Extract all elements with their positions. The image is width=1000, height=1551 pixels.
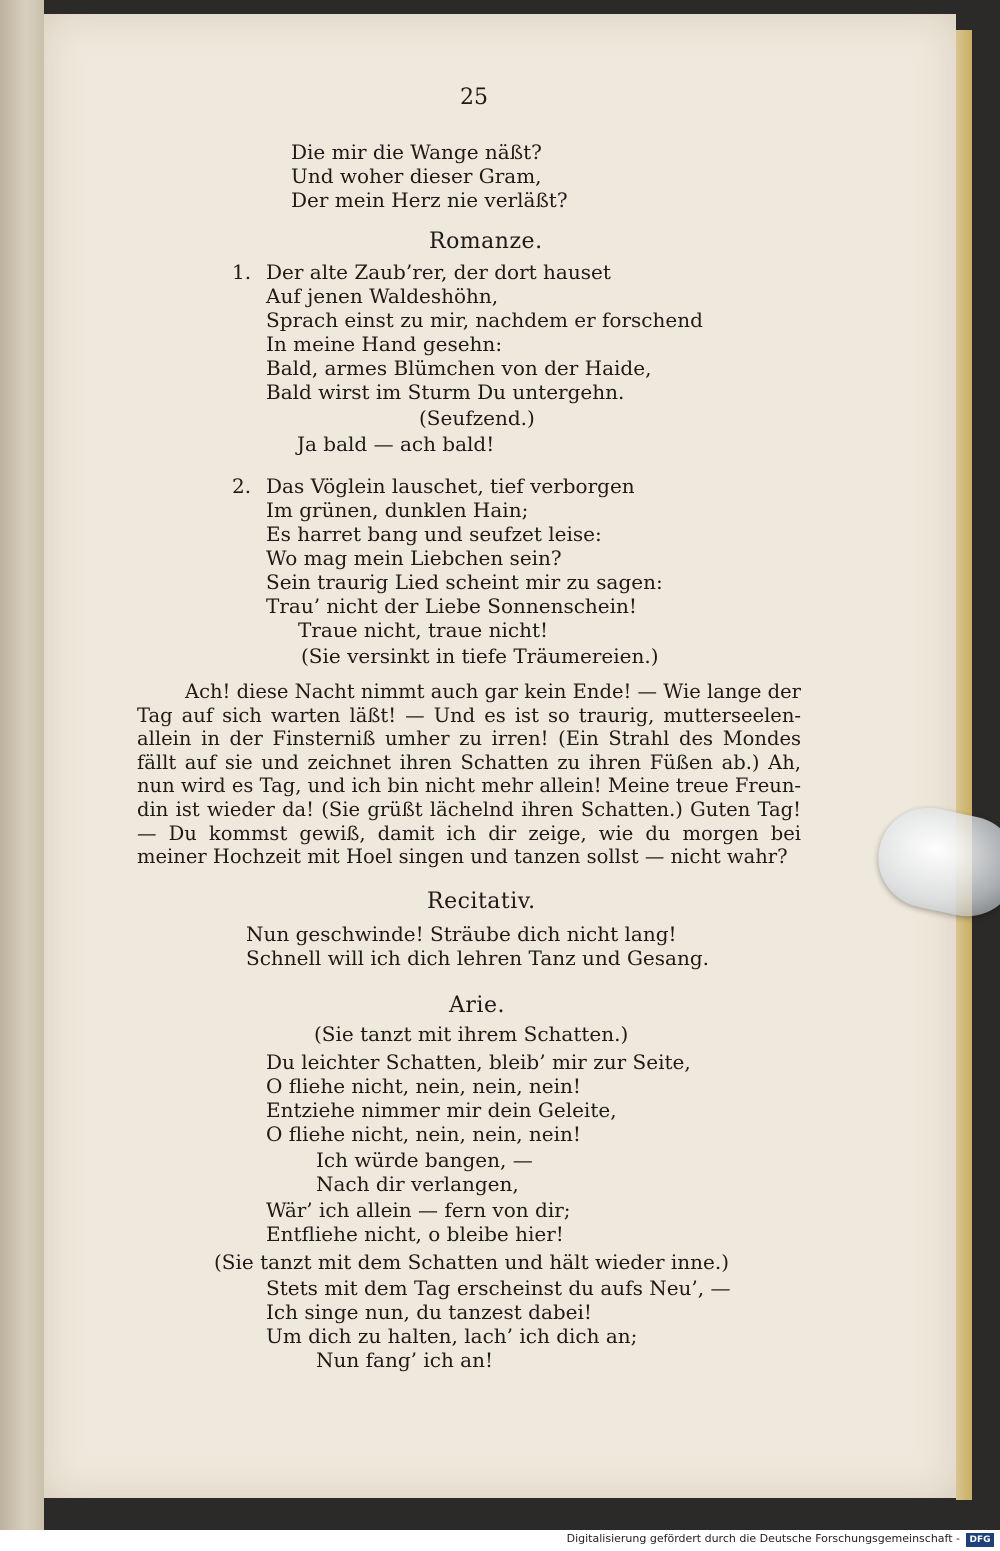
verse-2-line-4: Wo mag mein Liebchen sein? [266, 546, 562, 570]
left-page-edge [0, 0, 44, 1530]
arie-line-9: Stets mit dem Tag erscheinst du aufs Neu’, — [266, 1276, 731, 1300]
verse-1-direction: (Seufzend.) [419, 406, 535, 430]
arie-line-7: Wär’ ich allein — fern von dir; [266, 1198, 571, 1222]
arie-line-11: Um dich zu halten, lach’ ich dich an; [266, 1324, 638, 1348]
recitativ-line-1: Nun geschwinde! Sträube dich nicht lang! [246, 922, 677, 946]
arie-line-1: Du leichter Schatten, bleib’ mir zur Seite, [266, 1050, 691, 1074]
verse-1-line-2: Auf jenen Waldeshöhn, [266, 284, 499, 308]
romanze-heading: Romanze. [429, 229, 543, 254]
arie-line-2: O fliehe nicht, nein, nein, nein! [266, 1074, 581, 1098]
recitativ-line-2: Schnell will ich dich lehren Tanz und Gesang. [246, 946, 709, 970]
arie-direction-1: (Sie tanzt mit ihrem Schatten.) [314, 1022, 629, 1046]
arie-line-6: Nach dir verlangen, [316, 1172, 519, 1196]
verse-2-line-5: Sein traurig Lied scheint mir zu sagen: [266, 570, 663, 594]
verse-2-line-3: Es harret bang und seufzet leise: [266, 522, 602, 546]
arie-line-12: Nun fang’ ich an! [316, 1348, 494, 1372]
recitativ-heading: Recitativ. [427, 889, 536, 914]
opening-line-3: Der mein Herz nie verläßt? [291, 188, 568, 212]
verse-2-number: 2. [232, 474, 252, 498]
arie-direction-2: (Sie tanzt mit dem Schatten und hält wieder inne.) [214, 1250, 730, 1274]
verse-2-line-1: Das Vöglein lauschet, tief verborgen [266, 474, 635, 498]
verse-1-line-6: Bald wirst im Sturm Du untergehn. [266, 380, 625, 404]
opening-line-2: Und woher dieser Gram, [291, 164, 542, 188]
opening-line-1: Die mir die Wange näßt? [291, 140, 542, 164]
verse-1-refrain: Ja bald — ach bald! [297, 432, 495, 456]
verse-1-number: 1. [232, 260, 252, 284]
verse-2-direction: (Sie versinkt in tiefe Träumereien.) [301, 644, 659, 668]
book-page [44, 14, 956, 1498]
footer-bar [0, 1530, 1000, 1551]
arie-line-3: Entziehe nimmer mir dein Geleite, [266, 1098, 617, 1122]
verse-2-line-2: Im grünen, dunklen Hain; [266, 498, 529, 522]
verse-1-line-5: Bald, armes Blümchen von der Haide, [266, 356, 652, 380]
verse-2-line-6: Trau’ nicht der Liebe Sonnenschein! [266, 594, 637, 618]
arie-line-5: Ich würde bangen, — [316, 1148, 533, 1172]
page-fore-edge [956, 30, 972, 1500]
arie-line-4: O fliehe nicht, nein, nein, nein! [266, 1122, 581, 1146]
verse-1-line-1: Der alte Zaub’rer, der dort hauset [266, 260, 611, 284]
arie-heading: Arie. [449, 993, 505, 1018]
monologue-paragraph: Ach! diese Nacht nimmt auch gar kein Ende! — Wie lange der Tag auf sich warten läßt! — Und es ist so traurig, mutterseelen-allein in der Finsterniß umher zu irren! (Ein Strahl des Mondes fällt auf sie und zeichnet ihren Schatten zu ihren Füßen ab.) Ah, nun wird es Tag, und ich bin nicht mehr allein! Meine treue Freun-din ist wieder da! (Sie grüßt lächelnd ihren Schatten.) Guten Tag! — Du kommst gewiß, damit ich dir zeige, wie du morgen bei meiner Hochzeit mit Hoel singen und tanzen sollst — nicht wahr? [137, 680, 801, 869]
verse-1-line-3: Sprach einst zu mir, nachdem er forschend [266, 308, 703, 332]
verse-2-refrain: Traue nicht, traue nicht! [298, 618, 549, 642]
dfg-logo: DFG [966, 1533, 994, 1547]
page-number: 25 [460, 85, 488, 110]
footer-credit: Digitalisierung gefördert durch die Deutsche Forschungsgemeinschaft - [566, 1532, 960, 1545]
verse-1-line-4: In meine Hand gesehn: [266, 332, 503, 356]
arie-line-10: Ich singe nun, du tanzest dabei! [266, 1300, 592, 1324]
arie-line-8: Entfliehe nicht, o bleibe hier! [266, 1222, 564, 1246]
